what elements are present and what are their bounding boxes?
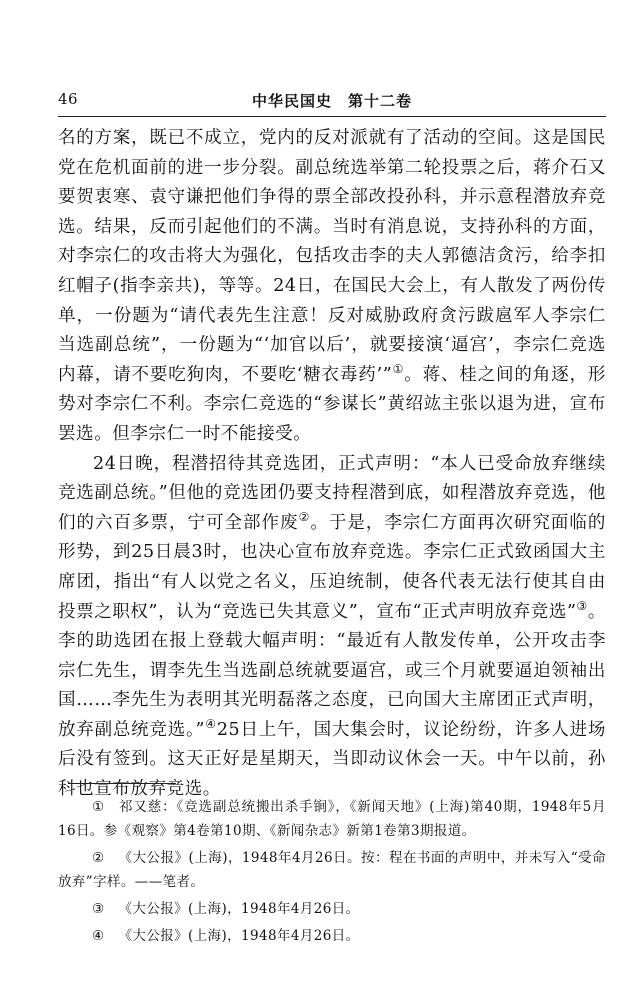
body-text	[58, 124, 606, 805]
footnotes	[58, 795, 606, 951]
paragraph-1	[58, 124, 606, 450]
footnote-1-text: 祁又慈：《竞选副总统搬出杀手锏》，《新闻天地》(上海)第40期，1948年5月16日。参《观察》第4卷第10期、《新闻杂志》新第1卷第3期报道。	[58, 799, 606, 839]
paragraph-2-tail: 。于是，李宗仁方面再次研究面临的形势，到25日晨3时，也决心宣布放弃竞选。李宗仁正式致函国大主席团，指出“有人以党之名义，压迫统制，使各代表无法行使其自由投票之职权”，认为“竞选已失其意义”，宣布“正式声明放弃竞选”	[58, 512, 606, 622]
footnote-1-mark: ①	[92, 799, 105, 815]
paragraph-1-text: 名的方案，既已不成立，党内的反对派就有了活动的空间。这是国民党在危机面前的进一步分裂。副总统选举第二轮投票之后，蒋介石又要贺衷寒、袁守谦把他们争得的票全部改投孙科，并示意程潜放弃竞选。结果，反而引起他们的不满。当时有消息说，支持孙科的方面，对李宗仁的攻击将大为强化，包括攻击李的夫人郭德洁贪污，给李扣红帽子(指李亲共)，等等。24日，在国民大会上，有人散发了两份传单，一份题为“请代表先生注意！反对威胁政府贪污跋扈军人李宗仁当选副总统”，一份题为“‘加官以后’，就要接演‘逼宫’，李宗仁竞选内幕，请不要吃狗肉，不要吃‘糖衣毒药’”	[58, 128, 606, 385]
footnote-ref-1[interactable]: ①	[392, 361, 405, 376]
paragraph-2	[58, 450, 606, 805]
running-head: 中华民国史 第十二卷	[251, 92, 412, 110]
footnote-4-text: 《大公报》(上海)，1948年4月26日。	[118, 928, 360, 944]
footnote-1	[58, 795, 606, 843]
footnote-rule	[68, 783, 176, 784]
paragraph-2-tail-2: 。李的助选团在报上登载大幅声明：“最近有人散发传单，公开攻击李宗仁先生，谓李先生当选副总统就要逼宫，或三个月就要逼迫领袖出国……李先生为表明其光明磊落之态度，已向国大主席团正式声明，放弃副总统竞选。”	[58, 601, 606, 740]
page-header	[58, 90, 606, 112]
paragraph-2-text: 24日晚，程潜招待其竞选团，正式声明：“本人已受命放弃继续竞选副总统。”但他的竞选团仍要支持程潜到底，如程潜放弃竞选，他们的六百多票，宁可全部作废	[58, 453, 606, 533]
footnote-2-mark: ②	[92, 850, 105, 866]
paragraph-2-tail-3: 25日上午，国大集会时，议论纷纷，许多人进场后没有签到。这天正好是星期天，当即动议休会一天。中午以前，孙科也宣布放弃竞选。	[58, 719, 607, 800]
footnote-2-text: 《大公报》(上海)，1948年4月26日。按：程在书面的声明中，并未写入“受命放弃”字样。——笔者。	[58, 850, 606, 890]
footnote-3-mark: ③	[92, 901, 105, 917]
footnote-ref-2[interactable]: ②	[298, 509, 311, 524]
footnote-2	[58, 846, 606, 894]
paragraph-1-tail: 。蒋、桂之间的角逐，形势对李宗仁不利。李宗仁竞选的“参谋长”黄绍竑主张以退为进，宣布罢选。但李宗仁一时不能接受。	[58, 364, 606, 444]
footnote-3-text: 《大公报》(上海)，1948年4月26日。	[118, 901, 360, 917]
page-number: 46	[58, 90, 79, 108]
footnote-4	[58, 924, 606, 948]
footnote-ref-4[interactable]: ④	[205, 717, 217, 732]
footnote-3	[58, 897, 606, 921]
footnote-4-mark: ④	[92, 928, 105, 944]
header-rule	[58, 116, 606, 117]
footnote-ref-3[interactable]: ③	[576, 598, 588, 613]
